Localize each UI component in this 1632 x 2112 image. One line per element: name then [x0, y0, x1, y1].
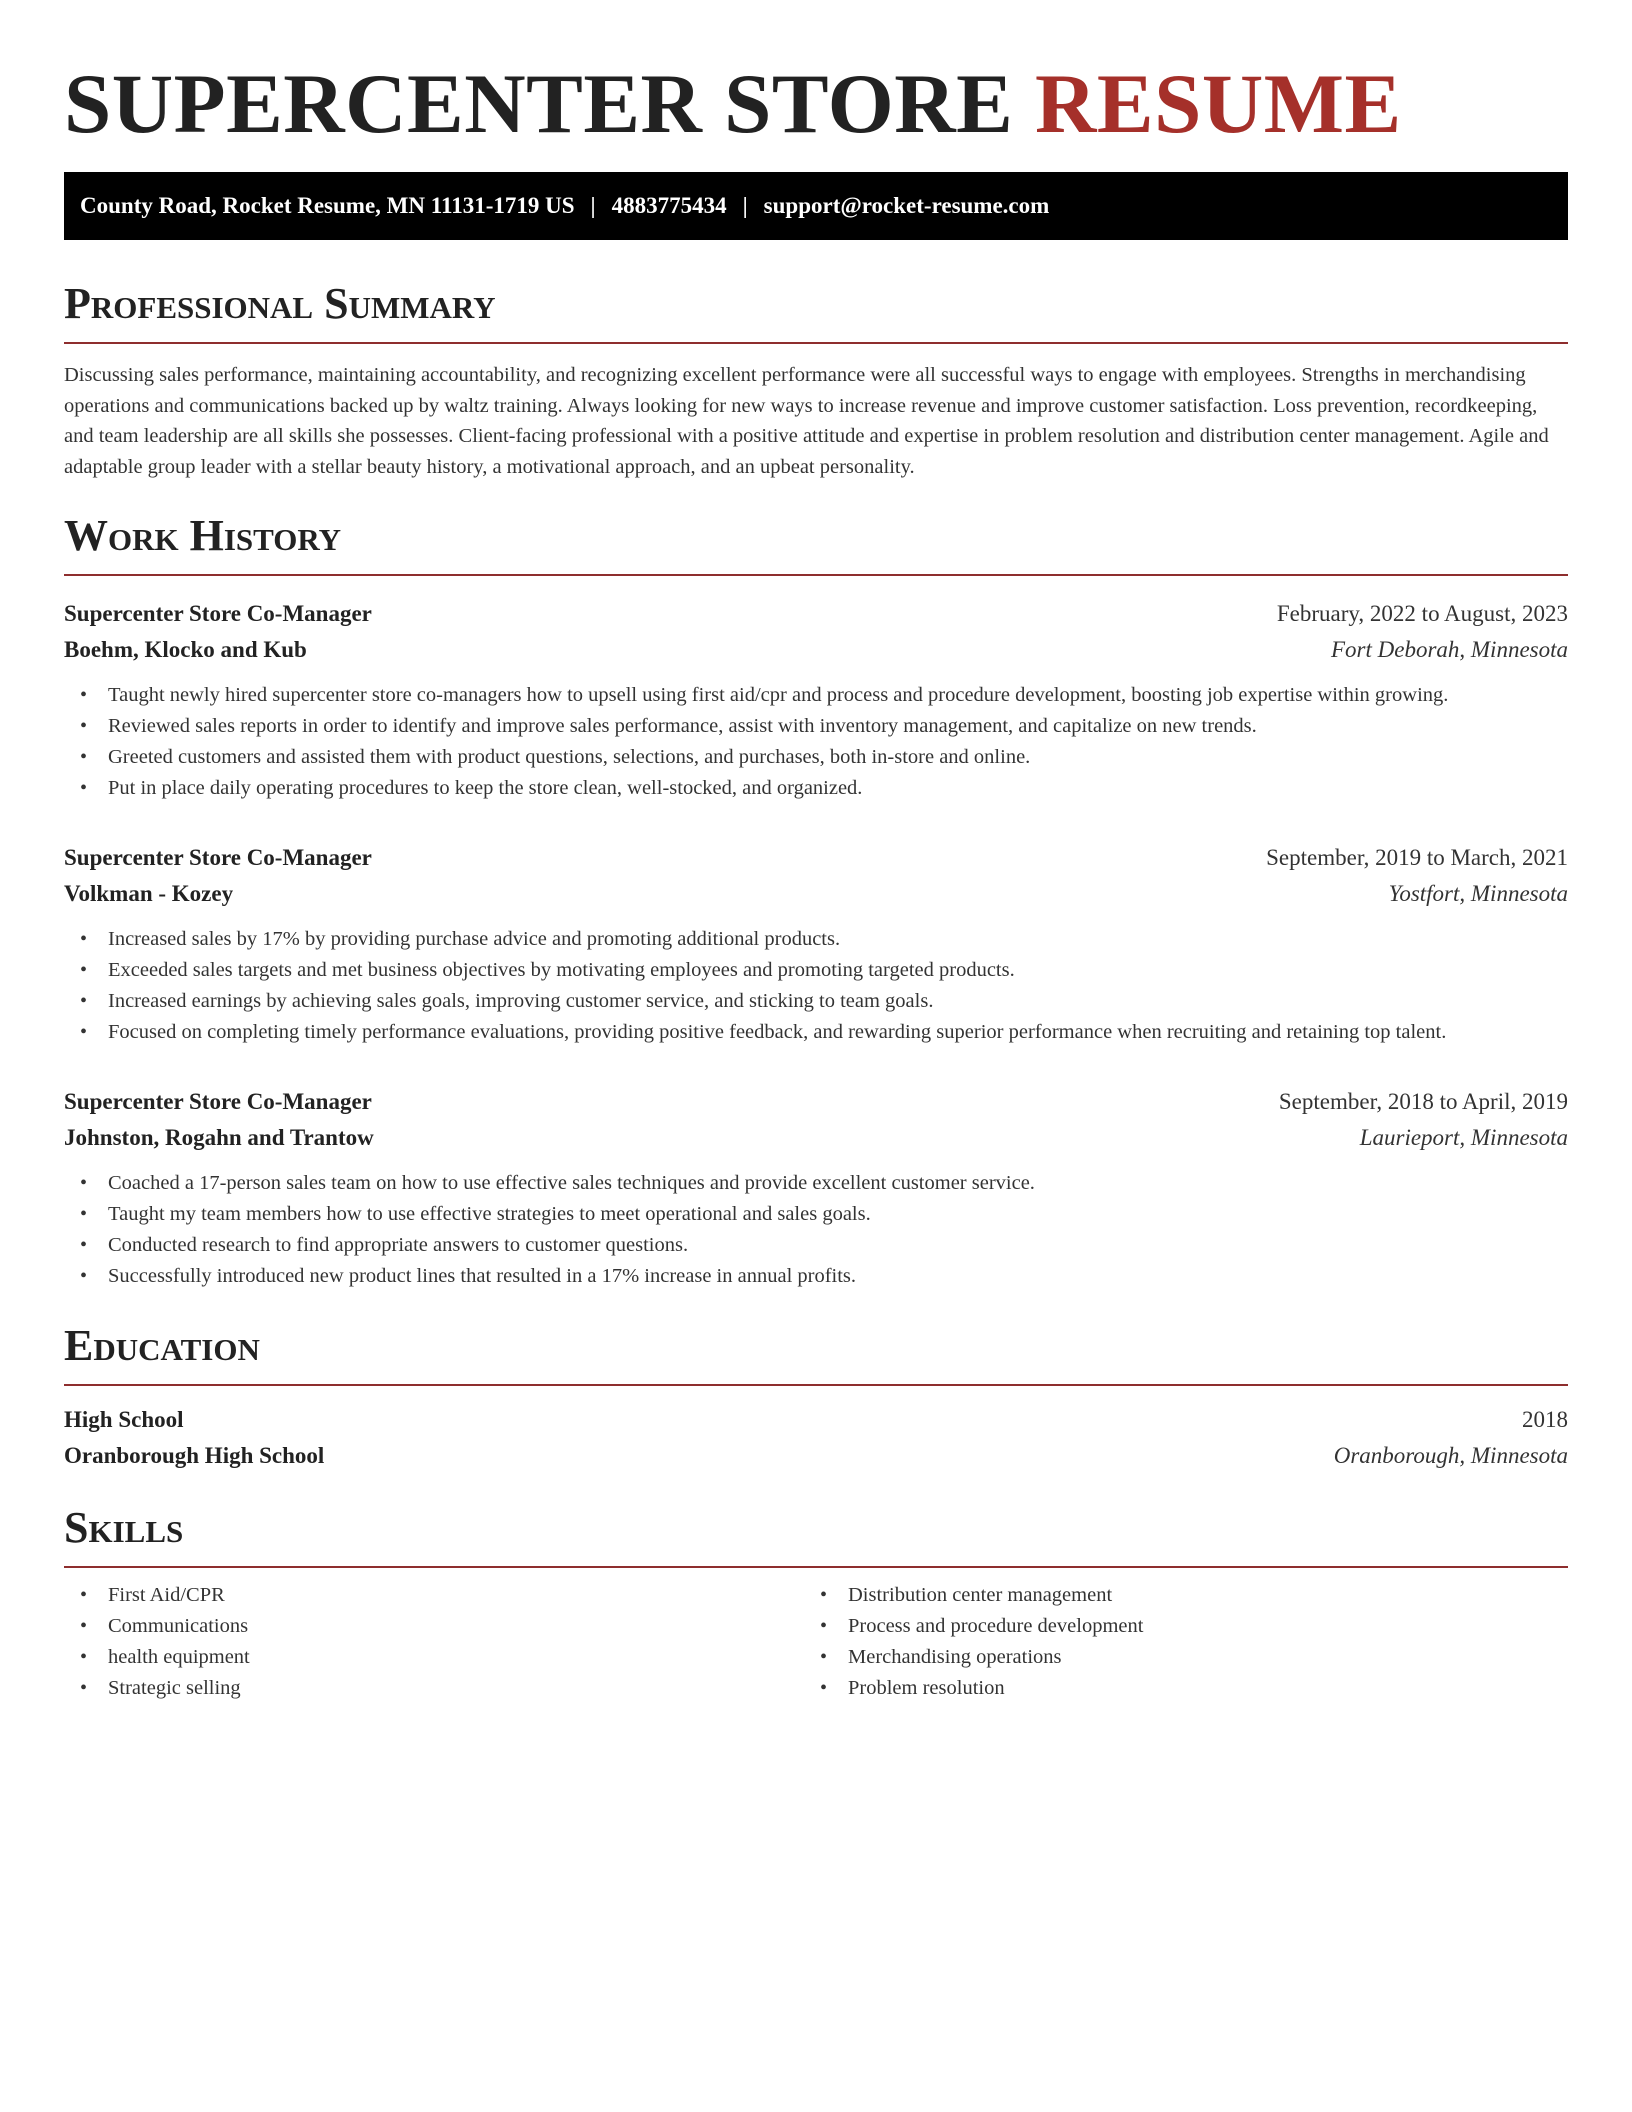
list-item: • Coached a 17-person sales team on how to use effective sales techniques and provide excellent customer service. — [64, 1168, 1568, 1199]
list-item: • Taught my team members how to use effective strategies to meet operational and sales goals. — [64, 1199, 1568, 1230]
education-degree: High School — [64, 1407, 184, 1432]
contact-separator: | — [742, 193, 748, 218]
education-heading: Education — [64, 1321, 260, 1370]
list-item: • Reviewed sales reports in order to identify and improve sales performance, assist with inventory management, and capitalize on new trends. — [64, 711, 1568, 742]
education-school: Oranborough High School — [64, 1443, 325, 1468]
job-bullets — [64, 680, 1568, 804]
job-position: Supercenter Store Co-Manager — [64, 845, 372, 870]
job-position: Supercenter Store Co-Manager — [64, 1089, 372, 1114]
education-year: 2018 — [1522, 1407, 1568, 1432]
job-position: Supercenter Store Co-Manager — [64, 601, 372, 626]
job-company: Johnston, Rogahn and Trantow — [64, 1125, 374, 1150]
name-accent: RESUME — [1035, 57, 1402, 151]
list-item: • Increased earnings by achieving sales goals, improving customer service, and sticking to team goals. — [64, 986, 1568, 1017]
skill-item: • Merchandising operations — [804, 1642, 1544, 1673]
section-divider — [64, 1384, 1568, 1386]
job-location: Laurieport, Minnesota — [1359, 1125, 1568, 1150]
work-history-heading: Work History — [64, 511, 342, 560]
resume-name — [64, 56, 1568, 152]
contact-bar — [64, 172, 1568, 240]
skill-item: • Process and procedure development — [804, 1611, 1544, 1642]
summary-text: Discussing sales performance, maintaining accountability, and recognizing excellent performance were all successful ways to engage with employees. Strengths in merchandising operations and communications backed up by waltz training. Always looking for new ways to increase revenue and improve customer satisfaction. Loss prevention, recordkeeping, and team leadership are all skills she possesses. Client-facing professional with a positive attitude and expertise in problem resolution and distribution center management. Agile and adaptable group leader with a stellar beauty history, a motivational approach, and an upbeat personality. — [64, 364, 1549, 478]
list-item: • Focused on completing timely performance evaluations, providing positive feedback, and rewarding superior performance when recruiting and retaining top talent. — [64, 1017, 1568, 1048]
list-item: • Greeted customers and assisted them with product questions, selections, and purchases, both in-store and online. — [64, 742, 1568, 773]
skills-columns — [64, 1580, 1568, 1704]
contact-separator: | — [590, 193, 596, 218]
job-dates: September, 2018 to April, 2019 — [1278, 1089, 1568, 1114]
summary-heading: Professional Summary — [64, 279, 496, 328]
skill-item: • health equipment — [64, 1642, 804, 1673]
skills-heading: Skills — [64, 1503, 184, 1552]
section-divider — [64, 1566, 1568, 1568]
skill-item: • Communications — [64, 1611, 804, 1642]
contact-address: County Road, Rocket Resume, MN 11131-1719 US — [80, 193, 575, 218]
job-company: Volkman - Kozey — [64, 881, 234, 906]
skill-item: • Strategic selling — [64, 1673, 804, 1704]
skills-list-right — [804, 1580, 1544, 1704]
job-location: Yostfort, Minnesota — [1388, 881, 1568, 906]
job-bullets — [64, 1168, 1568, 1292]
list-item: • Conducted research to find appropriate answers to customer questions. — [64, 1230, 1568, 1261]
job-entry — [64, 840, 1568, 1048]
list-item: • Successfully introduced new product lines that resulted in a 17% increase in annual profits. — [64, 1261, 1568, 1292]
job-entry — [64, 1084, 1568, 1292]
name-main: SUPERCENTER STORE — [64, 57, 1014, 151]
list-item: • Taught newly hired supercenter store co-managers how to upsell using first aid/cpr and process and procedure development, boosting job expertise within growing. — [64, 680, 1568, 711]
section-divider — [64, 574, 1568, 576]
contact-email: support@rocket-resume.com — [763, 193, 1050, 218]
education-location: Oranborough, Minnesota — [1333, 1443, 1568, 1468]
education-entry — [64, 1402, 1568, 1474]
job-entry — [64, 596, 1568, 804]
job-dates: February, 2022 to August, 2023 — [1276, 601, 1568, 626]
contact-phone: 4883775434 — [611, 193, 727, 218]
list-item: • Put in place daily operating procedures to keep the store clean, well-stocked, and organized. — [64, 773, 1568, 804]
job-company: Boehm, Klocko and Kub — [64, 637, 307, 662]
skills-list-left — [64, 1580, 804, 1704]
section-divider — [64, 342, 1568, 344]
skill-item: • Problem resolution — [804, 1673, 1544, 1704]
job-dates: September, 2019 to March, 2021 — [1266, 845, 1568, 870]
job-bullets — [64, 924, 1568, 1048]
skill-item: • First Aid/CPR — [64, 1580, 804, 1611]
job-location: Fort Deborah, Minnesota — [1330, 637, 1568, 662]
skill-item: • Distribution center management — [804, 1580, 1544, 1611]
list-item: • Exceeded sales targets and met business objectives by motivating employees and promoting targeted products. — [64, 955, 1568, 986]
list-item: • Increased sales by 17% by providing purchase advice and promoting additional products. — [64, 924, 1568, 955]
